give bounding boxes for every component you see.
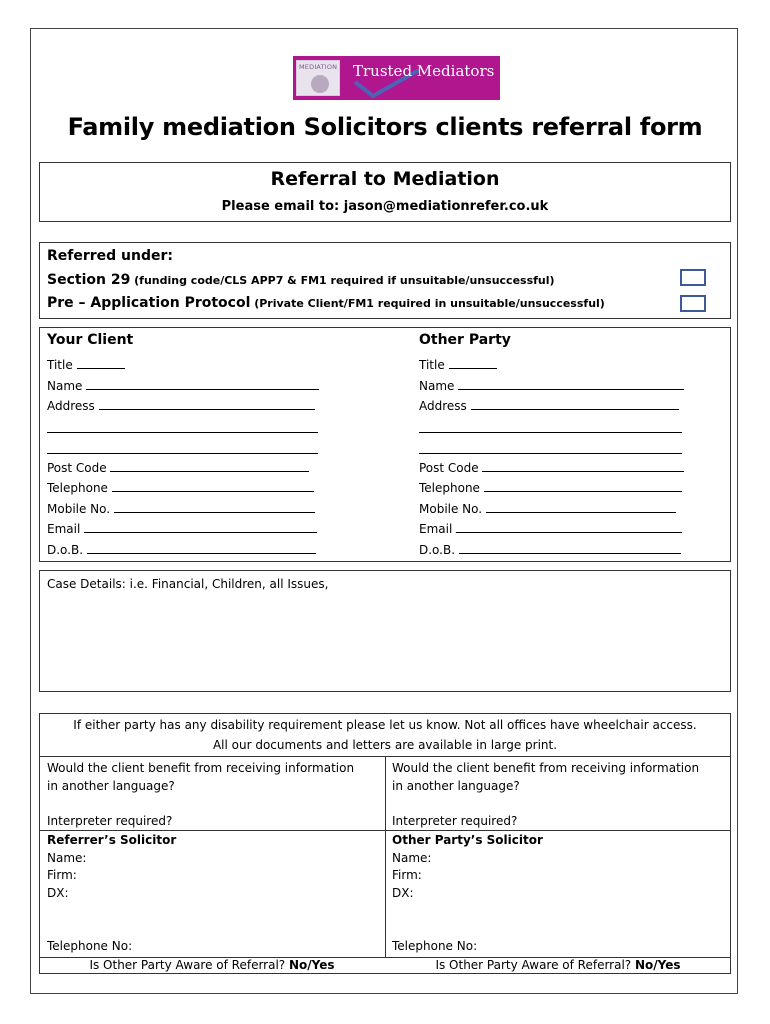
- referrer-firm-label: Firm:: [47, 868, 77, 882]
- other-mobile-field[interactable]: [419, 500, 676, 516]
- client-mobile-field[interactable]: [47, 500, 315, 516]
- other-language-q2: in another language?: [392, 779, 520, 793]
- client-address-line-3[interactable]: [47, 452, 318, 454]
- field-label: Name: [47, 379, 83, 393]
- logo-text: Trusted Mediators: [353, 62, 495, 80]
- client-language-q1: Would the client benefit from receiving information: [47, 761, 355, 775]
- other-address-line-2[interactable]: [419, 431, 682, 433]
- field-label: Name: [419, 379, 455, 393]
- client-dob-field[interactable]: [47, 541, 316, 557]
- field-label: Title: [419, 358, 445, 372]
- option-label: Section 29: [47, 272, 131, 288]
- other-address-field[interactable]: [419, 397, 679, 413]
- field-label: Telephone: [47, 481, 108, 495]
- other-telephone-label: Telephone No:: [392, 939, 478, 953]
- field-label: Post Code: [47, 461, 107, 475]
- pre-application-checkbox[interactable]: [680, 295, 706, 312]
- large-print-notice: All our documents and letters are available in large print.: [212, 738, 558, 752]
- referral-email: Please email to: jason@mediationrefer.co.uk: [221, 199, 549, 214]
- page-title: Family mediation Solicitors clients referral form: [67, 113, 703, 141]
- other-interpreter: Interpreter required?: [392, 814, 518, 828]
- option-note: (funding code/CLS APP7 & FM1 required if unsuitable/unsuccessful): [134, 274, 555, 287]
- other-party-heading: Other Party: [419, 332, 511, 348]
- disability-notice: If either party has any disability requirement please let us know. Not all offices have wheelchair access.: [73, 718, 697, 732]
- client-interpreter: Interpreter required?: [47, 814, 173, 828]
- other-email-field[interactable]: [419, 520, 682, 536]
- client-email-field[interactable]: [47, 520, 317, 536]
- client-language-q2: in another language?: [47, 779, 175, 793]
- awareness-question: Is Other Party Aware of Referral?: [435, 958, 632, 972]
- referral-box: [39, 162, 731, 222]
- client-postcode-field[interactable]: [47, 459, 309, 475]
- client-awareness: [39, 957, 385, 974]
- field-label: D.o.B.: [419, 543, 456, 557]
- field-label: Title: [47, 358, 73, 372]
- other-language-q1: Would the client benefit from receiving information: [392, 761, 700, 775]
- option-section-29: [47, 272, 555, 288]
- referrer-telephone-label: Telephone No:: [47, 939, 133, 953]
- other-firm-label: Firm:: [392, 868, 422, 882]
- field-label: Mobile No.: [47, 502, 111, 516]
- table-column-divider: [385, 756, 386, 957]
- other-address-line-3[interactable]: [419, 452, 682, 454]
- trusted-mediators-logo: [293, 56, 500, 100]
- other-dx-label: DX:: [392, 886, 414, 900]
- client-address-line-2[interactable]: [47, 431, 318, 433]
- other-telephone-field[interactable]: [419, 479, 682, 495]
- other-awareness: [385, 957, 731, 974]
- client-address-field[interactable]: [47, 397, 315, 413]
- other-name-label: Name:: [392, 851, 432, 865]
- referral-title: Referral to Mediation: [270, 168, 500, 190]
- option-pre-application: [47, 295, 605, 311]
- field-label: Telephone: [419, 481, 480, 495]
- case-details-box[interactable]: [39, 570, 731, 692]
- referred-under-heading: Referred under:: [47, 248, 174, 264]
- awareness-answer[interactable]: No/Yes: [635, 958, 681, 972]
- client-name-field[interactable]: [47, 377, 319, 393]
- option-label: Pre – Application Protocol: [47, 295, 251, 311]
- field-label: Address: [419, 399, 467, 413]
- awareness-answer[interactable]: No/Yes: [289, 958, 335, 972]
- other-name-field[interactable]: [419, 377, 684, 393]
- other-title-field[interactable]: [419, 356, 497, 372]
- field-label: Mobile No.: [419, 502, 483, 516]
- referrer-dx-label: DX:: [47, 886, 69, 900]
- field-label: Address: [47, 399, 95, 413]
- table-divider: [39, 830, 731, 831]
- field-label: D.o.B.: [47, 543, 84, 557]
- case-details-label: Case Details: i.e. Financial, Children, all Issues,: [47, 577, 329, 591]
- option-note: (Private Client/FM1 required in unsuitable/unsuccessful): [254, 297, 605, 310]
- client-telephone-field[interactable]: [47, 479, 314, 495]
- other-dob-field[interactable]: [419, 541, 681, 557]
- field-label: Email: [419, 522, 453, 536]
- other-solicitor-heading: Other Party’s Solicitor: [392, 833, 543, 847]
- referrer-solicitor-heading: Referrer’s Solicitor: [47, 833, 177, 847]
- field-label: Email: [47, 522, 81, 536]
- logo-badge-text: MEDIATION: [299, 63, 338, 71]
- your-client-heading: Your Client: [47, 332, 134, 348]
- client-title-field[interactable]: [47, 356, 125, 372]
- field-label: Post Code: [419, 461, 479, 475]
- referrer-name-label: Name:: [47, 851, 87, 865]
- section-29-checkbox[interactable]: [680, 269, 706, 286]
- other-postcode-field[interactable]: [419, 459, 684, 475]
- awareness-question: Is Other Party Aware of Referral?: [89, 958, 286, 972]
- referred-under-box: [39, 242, 731, 319]
